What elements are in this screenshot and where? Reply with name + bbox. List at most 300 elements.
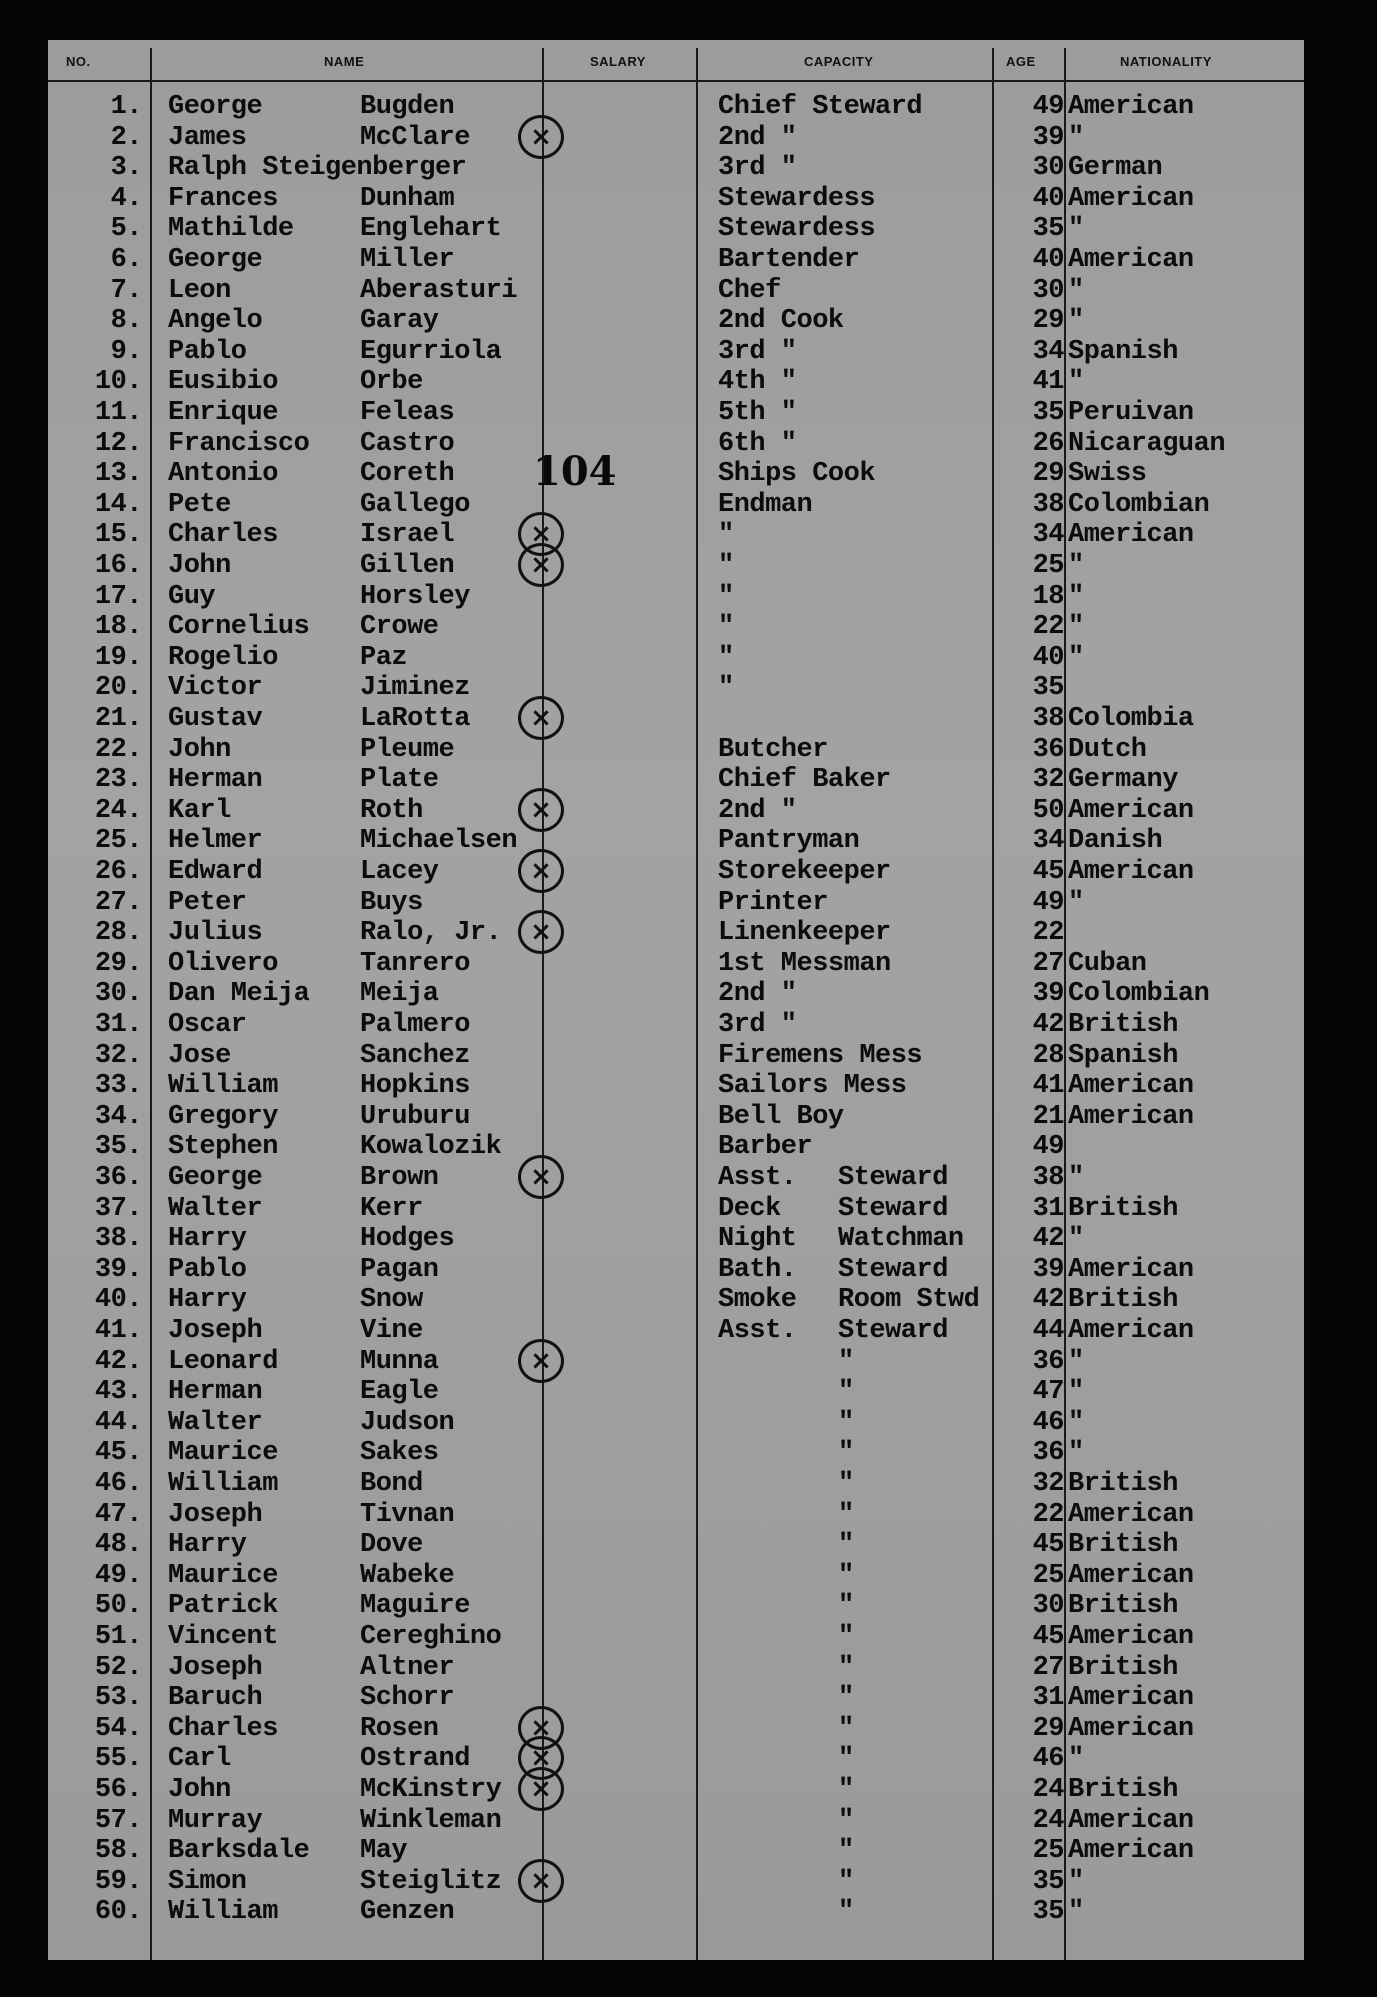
table-row [48,1224,1304,1254]
nationality: Germany [1068,765,1178,796]
row-number: 55. [94,1744,142,1775]
header-capacity: CAPACITY [804,54,874,69]
capacity-detail: " [838,1499,854,1530]
row-number: 25. [94,826,142,857]
table-row [48,1622,1304,1652]
age: 49 [1032,887,1064,918]
last-name: Jiminez [360,673,470,704]
table-row [48,1500,1304,1530]
row-number: 13. [94,459,142,490]
capacity: " [718,673,734,704]
age: 27 [1032,1652,1064,1683]
age: 28 [1032,1040,1064,1071]
age: 49 [1032,92,1064,122]
age: 26 [1032,428,1064,459]
nationality: British [1068,1285,1178,1316]
first-name: Gregory [168,1101,278,1132]
capacity: Barber [718,1132,813,1163]
row-number: 37. [94,1193,142,1224]
capacity: 3rd " [718,1010,797,1040]
age: 27 [1032,948,1064,979]
capacity: Ships Cook [718,459,876,490]
row-number: 53. [94,1683,142,1714]
capacity-detail: " [838,1713,854,1744]
header-no: NO. [66,54,91,69]
last-name: Tivnan [360,1499,455,1530]
capacity-detail: " [838,1744,854,1775]
row-number: 59. [94,1866,142,1897]
nationality: Colombia [1068,704,1194,734]
row-number: 36. [94,1163,142,1193]
first-name: Antonio [168,459,278,490]
table-row [48,1561,1304,1591]
capacity-detail: " [838,1377,854,1408]
last-name: Dunham [360,183,455,214]
row-number: 27. [94,887,142,918]
nationality: British [1068,1652,1178,1683]
table-row [48,1469,1304,1499]
last-name: Plate [360,765,439,796]
cross-mark-icon: × [518,115,564,159]
table-row [48,520,1304,550]
first-name: James [168,122,247,153]
nationality: " [1068,275,1084,306]
nationality: Spanish [1068,336,1178,367]
nationality: " [1068,1224,1084,1255]
first-name: Harry [168,1530,247,1561]
table-row [48,1102,1304,1132]
last-name: Crowe [360,612,439,643]
nationality: American [1068,1254,1194,1285]
header-rule [48,80,1304,82]
nationality: American [1068,1101,1194,1132]
table-row [48,1836,1304,1866]
last-name: Uruburu [360,1101,470,1132]
first-name: Walter [168,1193,263,1224]
first-name: John [168,551,231,581]
nationality: British [1068,1193,1178,1224]
last-name: Gallego [360,489,470,520]
age: 29 [1032,459,1064,490]
row-number: 19. [94,642,142,673]
age: 25 [1032,551,1064,581]
nationality: American [1068,92,1194,122]
age: 18 [1032,581,1064,612]
row-number: 16. [94,551,142,581]
first-name: Edward [168,857,263,887]
age: 39 [1032,979,1064,1010]
first-name: Pablo [168,336,247,367]
last-name: Gillen [360,551,455,581]
nationality: " [1068,367,1084,398]
first-name: George [168,245,263,275]
crew-list-page [48,40,1304,1960]
table-row [48,1316,1304,1346]
age: 31 [1032,1683,1064,1714]
capacity: Asst. [718,1316,797,1346]
cross-mark-icon: × [518,512,564,556]
cross-mark-icon: × [518,1736,564,1780]
table-row [48,612,1304,642]
first-name: Stephen [168,1132,278,1163]
first-name: Mathilde [168,214,294,245]
row-number: 4. [110,183,142,214]
capacity: 1st Messman [718,948,891,979]
table-row [48,214,1304,244]
first-name: Helmer [168,826,263,857]
last-name: Wabeke [360,1560,455,1591]
capacity: Storekeeper [718,857,891,887]
last-name: Eagle [360,1377,439,1408]
table-row [48,1408,1304,1438]
first-name: Guy [168,581,216,612]
capacity-detail: " [838,1560,854,1591]
last-name: Roth [360,795,423,826]
row-number: 43. [94,1377,142,1408]
capacity: Sailors Mess [718,1071,907,1102]
table-row [48,306,1304,336]
first-name: George [168,1163,263,1193]
row-number: 50. [94,1591,142,1622]
age: 45 [1032,1530,1064,1561]
first-name: Herman [168,1377,263,1408]
age: 46 [1032,1407,1064,1438]
age: 21 [1032,1101,1064,1132]
first-name: William [168,1469,278,1499]
table-row [48,643,1304,673]
nationality: Dutch [1068,734,1147,765]
first-name: Carl [168,1744,231,1775]
last-name: Kowalozik [360,1132,502,1163]
table-row [48,1132,1304,1162]
cross-mark-icon: × [518,1706,564,1750]
nationality: " [1068,551,1084,581]
first-name: Leonard [168,1346,278,1377]
last-name: Israel [360,520,455,551]
last-name: Palmero [360,1010,470,1040]
capacity: 2nd Cook [718,306,844,337]
nationality: American [1068,857,1194,887]
capacity: Smoke [718,1285,797,1316]
capacity-detail: Steward [838,1316,948,1346]
header-salary: SALARY [590,54,646,69]
age: 45 [1032,1622,1064,1652]
row-number: 56. [94,1775,142,1805]
last-name: Ralo, Jr. [360,918,502,949]
capacity-detail: " [838,1836,854,1867]
first-name: Jose [168,1040,231,1071]
first-name: Murray [168,1805,263,1836]
table-row [48,276,1304,306]
last-name: Genzen [360,1897,455,1928]
table-row [48,1377,1304,1407]
table-row [48,1530,1304,1560]
last-name: Judson [360,1407,455,1438]
capacity-detail: " [838,1683,854,1714]
age: 30 [1032,275,1064,306]
header-age: AGE [1006,54,1036,69]
age: 25 [1032,1836,1064,1867]
table-row [48,1285,1304,1315]
table-row [48,826,1304,856]
nationality: " [1068,306,1084,337]
age: 35 [1032,1897,1064,1928]
table-row [48,1438,1304,1468]
first-name: Francisco [168,428,310,459]
first-name: Dan Meija [168,979,310,1010]
cross-mark-icon: × [518,696,564,740]
row-number: 15. [94,520,142,551]
age: 34 [1032,520,1064,551]
row-number: 47. [94,1499,142,1530]
capacity: 5th " [718,398,797,428]
nationality: British [1068,1591,1178,1622]
nationality: British [1068,1775,1178,1805]
capacity-detail: " [838,1805,854,1836]
first-name: Joseph [168,1499,263,1530]
age: 42 [1032,1285,1064,1316]
last-name: Buys [360,887,423,918]
last-name: Englehart [360,214,502,245]
capacity: 4th " [718,367,797,398]
first-name: John [168,1775,231,1805]
row-number: 7. [110,275,142,306]
age: 42 [1032,1010,1064,1040]
table-row [48,459,1304,489]
last-name: Lacey [360,857,439,887]
row-number: 8. [110,306,142,337]
first-name: John [168,734,231,765]
cross-mark-icon: × [518,1155,564,1199]
last-name: Steiglitz [360,1866,502,1897]
capacity: " [718,581,734,612]
row-number: 10. [94,367,142,398]
last-name: Schorr [360,1683,455,1714]
nationality: American [1068,1836,1194,1867]
last-name: Orbe [360,367,423,398]
first-name: Charles [168,520,278,551]
age: 25 [1032,1560,1064,1591]
first-name: Simon [168,1866,247,1897]
first-name: Frances [168,183,278,214]
row-number: 23. [94,765,142,796]
last-name: McKinstry [360,1775,502,1805]
table-row [48,1775,1304,1805]
nationality: American [1068,1805,1194,1836]
first-name: Walter [168,1407,263,1438]
capacity: " [718,612,734,643]
table-row [48,153,1304,183]
last-name: Pagan [360,1254,439,1285]
cross-mark-icon: × [518,1767,564,1811]
nationality: Colombian [1068,979,1210,1010]
row-number: 51. [94,1622,142,1652]
row-number: 44. [94,1407,142,1438]
row-number: 35. [94,1132,142,1163]
table-row [48,429,1304,459]
first-name: Gustav [168,704,263,734]
nationality: " [1068,214,1084,245]
age: 32 [1032,1469,1064,1499]
nationality: " [1068,1163,1084,1193]
row-number: 17. [94,581,142,612]
row-number: 49. [94,1560,142,1591]
table-row [48,582,1304,612]
age: 39 [1032,1254,1064,1285]
nationality: British [1068,1530,1178,1561]
last-name: Paz [360,642,408,673]
capacity: 3rd " [718,153,797,184]
capacity: 2nd " [718,979,797,1010]
capacity: Butcher [718,734,828,765]
nationality: " [1068,887,1084,918]
first-name: Rogelio [168,642,278,673]
capacity-detail: " [838,1469,854,1499]
last-name: Rosen [360,1713,439,1744]
first-name: Leon [168,275,231,306]
first-name: Victor [168,673,263,704]
header-name: NAME [324,54,365,69]
nationality: " [1068,1897,1084,1928]
last-name: Miller [360,245,455,275]
capacity-detail: " [838,1622,854,1652]
table-row [48,765,1304,795]
capacity: Asst. [718,1163,797,1193]
age: 46 [1032,1744,1064,1775]
first-name: Pete [168,489,231,520]
last-name: Michaelsen [360,826,518,857]
capacity-detail: " [838,1346,854,1377]
last-name: Castro [360,428,455,459]
table-row [48,796,1304,826]
row-number: 48. [94,1530,142,1561]
row-number: 60. [94,1897,142,1928]
age: 39 [1032,122,1064,153]
first-name: Eusibio [168,367,278,398]
nationality: Peruivan [1068,398,1194,428]
capacity-detail: " [838,1438,854,1469]
first-name: Joseph [168,1652,263,1683]
capacity: Chef [718,275,781,306]
first-name: Harry [168,1285,247,1316]
capacity: Stewardess [718,214,876,245]
age: 35 [1032,673,1064,704]
first-name: Maurice [168,1438,278,1469]
row-number: 33. [94,1071,142,1102]
capacity: Deck [718,1193,781,1224]
row-number: 21. [94,704,142,734]
age: 47 [1032,1377,1064,1408]
nationality: American [1068,1560,1194,1591]
first-name: Enrique [168,398,278,428]
last-name: Meija [360,979,439,1010]
row-number: 31. [94,1010,142,1040]
capacity: 2nd " [718,795,797,826]
row-number: 34. [94,1101,142,1132]
row-number: 20. [94,673,142,704]
table-row [48,1163,1304,1193]
nationality: " [1068,1377,1084,1408]
table-row [48,704,1304,734]
last-name: Tanrero [360,948,470,979]
nationality: American [1068,1713,1194,1744]
row-number: 54. [94,1713,142,1744]
capacity-detail: " [838,1775,854,1805]
age: 40 [1032,245,1064,275]
table-row [48,367,1304,397]
nationality: American [1068,1622,1194,1652]
table-row [48,1714,1304,1744]
age: 31 [1032,1193,1064,1224]
last-name: Aberasturi [360,275,518,306]
age: 30 [1032,1591,1064,1622]
last-name: Bugden [360,92,455,122]
capacity-detail: Room Stwd [838,1285,980,1316]
age: 35 [1032,1866,1064,1897]
capacity: Night [718,1224,797,1255]
capacity: Stewardess [718,183,876,214]
capacity-detail: " [838,1407,854,1438]
nationality: Colombian [1068,489,1210,520]
table-row [48,490,1304,520]
table-row [48,1653,1304,1683]
row-number: 32. [94,1040,142,1071]
last-name: Horsley [360,581,470,612]
cross-mark-icon: × [518,788,564,832]
table-row [48,857,1304,887]
nationality: Swiss [1068,459,1147,490]
row-number: 22. [94,734,142,765]
row-number: 41. [94,1316,142,1346]
table-row [48,735,1304,765]
capacity: Firemens Mess [718,1040,923,1071]
row-number: 30. [94,979,142,1010]
table-row [48,398,1304,428]
capacity: Endman [718,489,813,520]
nationality: Nicaraguan [1068,428,1226,459]
table-row [48,551,1304,581]
table-row [48,1591,1304,1621]
first-name: Cornelius [168,612,310,643]
nationality: American [1068,183,1194,214]
last-name: Brown [360,1163,439,1193]
last-name: Kerr [360,1193,423,1224]
age: 36 [1032,734,1064,765]
age: 50 [1032,795,1064,826]
table-row [48,1744,1304,1774]
age: 41 [1032,1071,1064,1102]
nationality: American [1068,1071,1194,1102]
first-name: Barksdale [168,1836,310,1867]
last-name: Dove [360,1530,423,1561]
nationality: American [1068,1499,1194,1530]
last-name: Coreth [360,459,455,490]
first-name: Patrick [168,1591,278,1622]
age: 30 [1032,153,1064,184]
row-number: 28. [94,918,142,949]
capacity: 2nd " [718,122,797,153]
last-name: May [360,1836,408,1867]
age: 42 [1032,1224,1064,1255]
table-row [48,123,1304,153]
age: 29 [1032,306,1064,337]
age: 35 [1032,214,1064,245]
table-row [48,1041,1304,1071]
cross-mark-icon: × [518,910,564,954]
last-name: Altner [360,1652,455,1683]
first-name: Olivero [168,948,278,979]
first-name: Oscar [168,1010,247,1040]
